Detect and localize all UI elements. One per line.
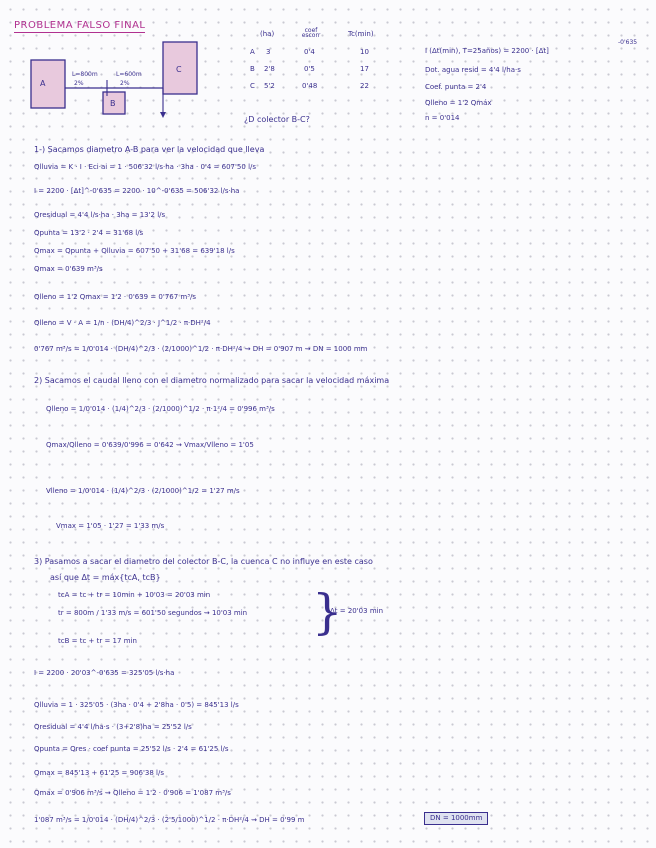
section-heading: 2) Sacamos el caudal lleno con el diametro normalizado para sacar la velocidad máxima [34, 376, 390, 385]
result-line: Δt = 20'03 min [330, 607, 384, 615]
equation-line: Qmax = 845'13 + 61'25 = 906'38 l/s [34, 769, 165, 777]
equation-line: Qlluvia = 1 · 325'05 · (3ha · 0'4 + 2'8ha · 0'5) = 845'13 l/s [34, 701, 239, 709]
equation-line: Qmax/Qlleno = 0'639/0'996 = 0'642 ⇝ Vmax/Vlleno = 1'05 [46, 441, 254, 449]
equation-line: Qlleno = 1'2 Qmax = 1'2 · 0'639 = 0'767 m³/s [34, 293, 197, 301]
equation-line: Qmax = 0'639 m³/s [34, 265, 103, 273]
area-b-label: B [110, 99, 116, 108]
equation-line: Vmax = 1'05 · 1'27 = 1'33 m/s [56, 522, 165, 530]
full-flow-line: Qlleno = 1'2 Qmáx [425, 99, 492, 107]
table-cell: 0'4 [304, 48, 315, 56]
table-cell: 0'5 [304, 65, 315, 73]
segment-ab-length: L=800m [72, 71, 98, 78]
segment-bc-length: L=600m [116, 71, 142, 78]
table-cell: 17 [360, 65, 369, 73]
section-heading: 1-) Sacamos diametro A-B para ver la velocidad que lleva [34, 145, 265, 154]
table-cell: 5'2 [264, 82, 275, 90]
area-c-label: C [176, 65, 182, 74]
equation-line: Vlleno = 1/0'014 · (1/4)^2/3 · (2/1000)^1/2 = 1'27 m/s [46, 487, 240, 495]
equation-line: Qlluvia = K · I · Eci·ai = 1 · 506'32 l/s·ha · 3ha · 0'4 = 607'50 l/s [34, 163, 257, 171]
segment-bc-slope: 2% [120, 80, 130, 87]
idf-exponent: -0'635 [618, 39, 638, 46]
equation-line: Qresidual = 4'4 l/s·ha · 3ha = 13'2 l/s [34, 211, 166, 219]
table-header: (ha) [260, 30, 275, 38]
table-cell: C [250, 82, 255, 90]
equation-line: Qlleno = V · A = 1/n · (DH/4)^2/3 · J^1/2 · π·DH²/4 [34, 319, 211, 327]
equation-line: tcA = tc + tr = 10min + 10'03 = 20'03 min [58, 591, 211, 599]
equation-line: I = 2200 · 20'03^-0'635 = 325'05 l/s·ha [34, 669, 175, 677]
equation-line: Qlleno = 1/0'014 · (1/4)^2/3 · (2/1000)^1/2 · π·1²/4 = 0'996 m³/s [46, 405, 275, 413]
final-answer-box: DN = 1000mm [424, 812, 488, 825]
area-a-label: A [40, 79, 46, 88]
table-cell: 3 [266, 48, 271, 56]
brace: } [312, 584, 343, 640]
page-title: PROBLEMA FALSO FINAL [14, 20, 146, 31]
table-cell: B [250, 65, 255, 73]
table-header: coef escorr [301, 27, 321, 40]
area-a-shape [31, 60, 65, 108]
peak-coef-line: Coef. punta = 2'4 [425, 83, 487, 91]
section-heading: así que Δt = máx{tcA, tcB} [50, 573, 161, 582]
table-cell: 10 [360, 48, 369, 56]
equation-line: tr = 800m / 1'33 m/s = 601'50 segundos ⇝ 10'03 min [58, 609, 248, 617]
section-heading: 3) Pasamos a sacar el diametro del colector B-C, la cuenca C no influye en este caso [34, 557, 373, 566]
equation-line: Qpunta = 13'2 · 2'4 = 31'68 l/s [34, 229, 144, 237]
table-cell: 2'8 [264, 65, 275, 73]
table-cell: 22 [360, 82, 369, 90]
equation-line: 1'087 m³/s = 1/0'014 · (DH/4)^2/3 · (2'5/1000)^1/2 · π·DH²/4 ⇝ DH = 0'99 m [34, 816, 305, 824]
dotation-line: Dot. agua resid = 4'4 l/ha·s [425, 66, 521, 74]
equation-line: Qmax = 0'906 m³/s ⇝ Qlleno = 1'2 · 0'906 = 1'087 m³/s [34, 789, 231, 797]
equation-line: Qmax = Qpunta + Qlluvia = 607'50 + 31'68 = 639'18 l/s [34, 247, 235, 255]
table-header: Tc(min) [348, 30, 374, 38]
equation-line: 0'767 m³/s = 1/0'014 · (DH/4)^2/3 · (2/1000)^1/2 · π·DH²/4 ⇝ DH = 0'907 m ⇝ DN = 1000 mm [34, 345, 368, 353]
table-cell: 0'48 [302, 82, 318, 90]
manning-n-line: n = 0'014 [425, 114, 460, 122]
table-cell: A [250, 48, 255, 56]
equation-line: tcB = tc + tr = 17 min [58, 637, 137, 645]
outlet-arrow [160, 112, 166, 118]
equation-line: Qresidual = 4'4 l/ha·s · (3+2'8)ha = 25'52 l/s [34, 723, 192, 731]
question-text: ¿D colector B-C? [244, 115, 310, 124]
segment-ab-slope: 2% [74, 80, 84, 87]
equation-line: Qpunta = Qres · coef punta = 25'52 l/s · 2'4 = 61'25 l/s [34, 745, 229, 753]
equation-line: I = 2200 · [Δt]^-0'635 = 2200 · 10^-0'635 = 506'32 l/s·ha [34, 187, 240, 195]
idf-formula: I (Δt(min), T=25años) = 2200 · [Δt] [425, 47, 549, 55]
